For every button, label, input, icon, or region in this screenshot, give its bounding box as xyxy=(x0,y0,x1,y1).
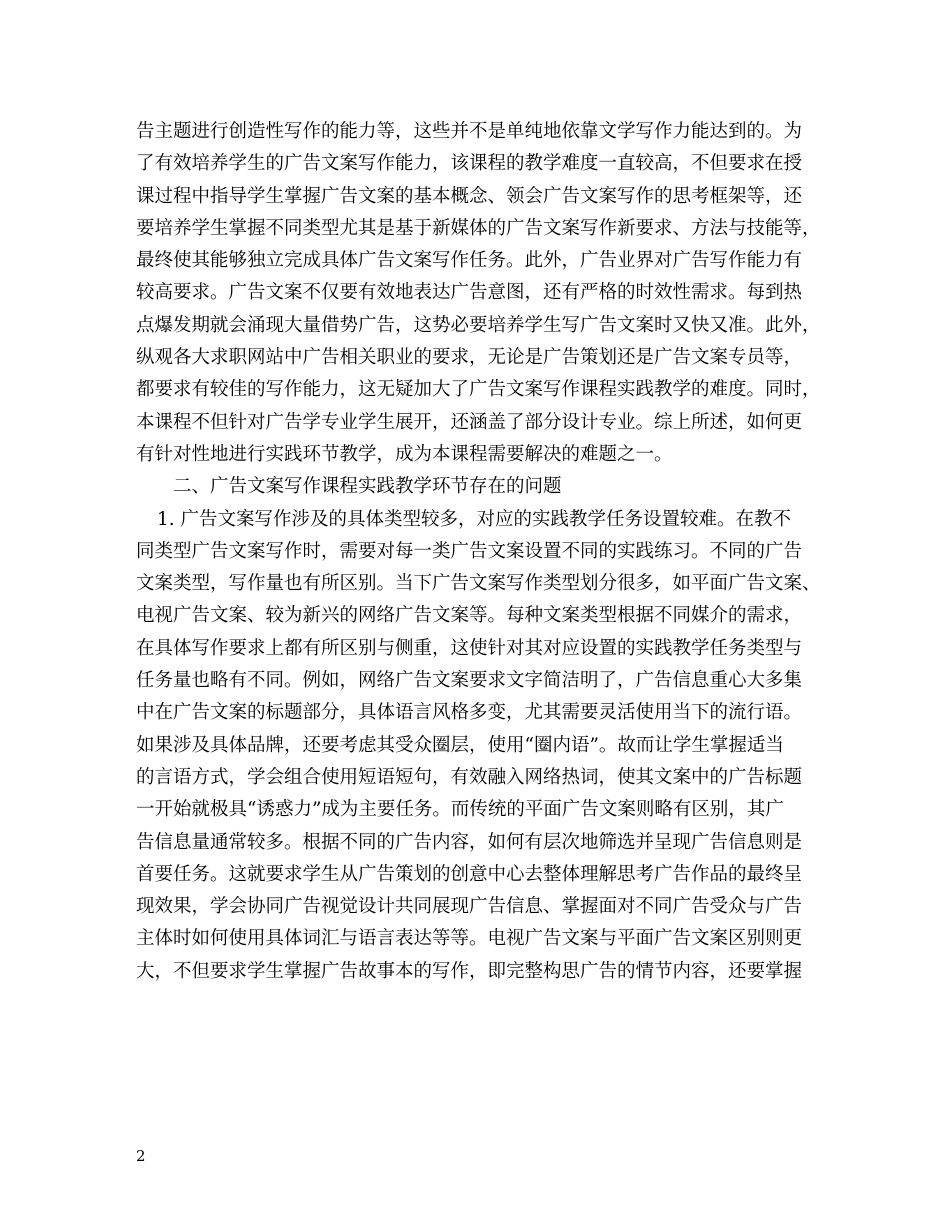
text-line: 纵观各大求职网站中广告相关职业的要求，无论是广告策划还是广告文案专员等， xyxy=(136,347,803,369)
text-line: 任务量也略有不同。例如，网络广告文案要求文字简洁明了，广告信息重心大多集 xyxy=(136,670,803,692)
text-line: 告主题进行创造性写作的能力等，这些并不是单纯地依靠文学写作力能达到的。为 xyxy=(136,121,803,142)
section-heading: 二、广告文案写作课程实践教学环节存在的问题 xyxy=(173,476,562,498)
text-line: 要培养学生掌握不同类型尤其是基于新媒体的广告文案写作新要求、方法与技能等， xyxy=(136,217,821,239)
text-line: 本课程不但针对广告学专业学生展开，还涵盖了部分设计专业。综上所述，如何更 xyxy=(136,411,803,433)
text-line: 课过程中指导学生掌握广告文案的基本概念、领会广告文案写作的思考框架等，还 xyxy=(136,185,803,207)
text-line: 的言语方式，学会组合使用短语短句，有效融入网络热词，使其文案中的广告标题 xyxy=(136,766,803,788)
paragraph-start: 1. 广告文案写作涉及的具体类型较多，对应的实践教学任务设置较难。在教不 xyxy=(157,508,792,530)
text-line: 了有效培养学生的广告文案写作能力，该课程的教学难度一直较高，不但要求在授 xyxy=(136,153,803,175)
text-line: 大，不但要求学生掌握广告故事本的写作，即完整构思广告的情节内容，还要掌握 xyxy=(136,960,803,982)
page-number: 2 xyxy=(136,1147,146,1165)
text-line: 首要任务。这就要求学生从广告策划的创意中心去整体理解思考广告作品的最终呈 xyxy=(136,863,803,885)
text-line: 如果涉及具体品牌，还要考虑其受众圈层，使用“圈内语”。故而让学生掌握适当 xyxy=(136,734,784,756)
text-line: 最终使其能够独立完成具体广告文案写作任务。此外，广告业界对广告写作能力有 xyxy=(136,250,803,272)
text-line: 点爆发期就会涌现大量借势广告，这势必要培养学生写广告文案时又快又准。此外， xyxy=(136,314,821,336)
text-line: 同类型广告文案写作时，需要对每一类广告文案设置不同的实践练习。不同的广告 xyxy=(136,540,803,562)
text-line: 现效果，学会协同广告视觉设计共同展现广告信息、掌握面对不同广告受众与广告 xyxy=(136,896,803,918)
text-line: 电视广告文案、较为新兴的网络广告文案等。每种文案类型根据不同媒介的需求， xyxy=(136,605,803,627)
text-line: 有针对性地进行实践环节教学，成为本课程需要解决的难题之一。 xyxy=(136,443,673,465)
text-line: 都要求有较佳的写作能力，这无疑加大了广告文案写作课程实践教学的难度。同时， xyxy=(136,379,821,401)
text-line: 在具体写作要求上都有所区别与侧重，这使针对其对应设置的实践教学任务类型与 xyxy=(136,637,803,659)
text-line: 一开始就极具“诱惑力”成为主要任务。而传统的平面广告文案则略有区别，其广 xyxy=(136,799,784,821)
body-text xyxy=(136,116,826,988)
text-line: 主体时如何使用具体词汇与语言表达等等。电视广告文案与平面广告文案区别则更 xyxy=(136,928,803,950)
text-line: 告信息量通常较多。根据不同的广告内容，如何有层次地筛选并呈现广告信息则是 xyxy=(136,831,803,853)
text-line: 文案类型，写作量也有所区别。当下广告文案写作类型划分很多，如平面广告文案、 xyxy=(136,573,821,595)
text-line: 中在广告文案的标题部分，具体语言风格多变，尤其需要灵活使用当下的流行语。 xyxy=(136,702,803,724)
text-line: 较高要求。广告文案不仅要有效地表达广告意图，还有严格的时效性需求。每到热 xyxy=(136,282,803,304)
